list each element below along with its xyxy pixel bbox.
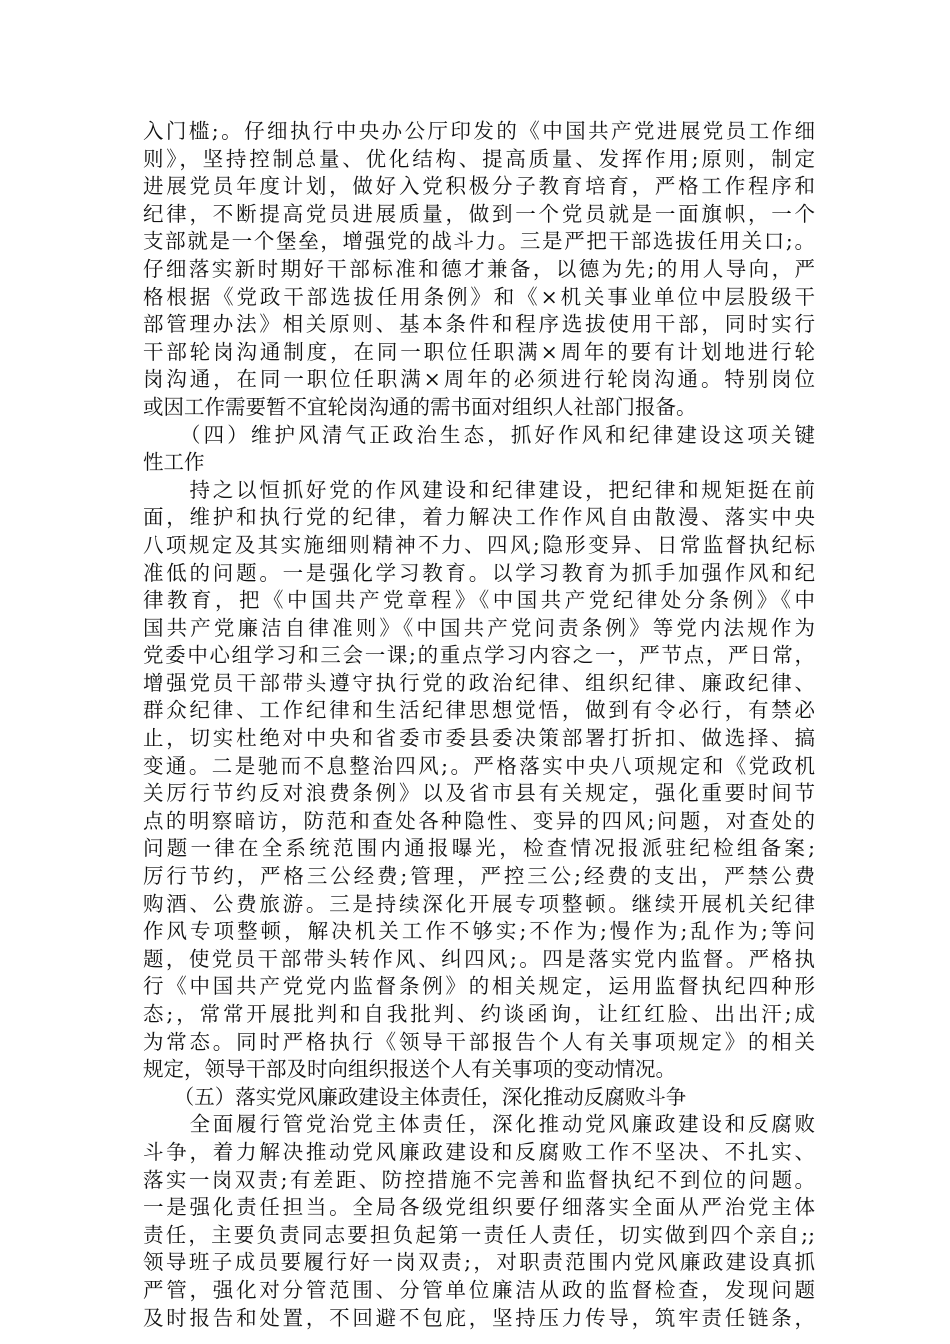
text-line: 持之以恒抓好党的作风建设和纪律建设，把纪律和规矩挺在前 xyxy=(143,477,815,502)
text-line: 作风专项整顿，解决机关工作不够实;不作为;慢作为;乱作为;等问 xyxy=(143,919,815,944)
text-line: 则》，坚持控制总量、优化结构、提高质量、发挥作用;原则，制定 xyxy=(143,146,815,171)
text-line: 规定，领导干部及时向组织报送个人有关事项的变动情况。 xyxy=(143,1057,676,1082)
text-line: 面，维护和执行党的纪律，着力解决工作作风自由散漫、落实中央 xyxy=(143,505,815,530)
text-line: 性工作 xyxy=(143,450,205,475)
text-line: 进展党员年度计划，做好入党积极分子教育培育，严格工作程序和 xyxy=(143,174,815,199)
text-line: 斗争，着力解决推动党风廉政建设和反腐败工作不坚决、不扎实、 xyxy=(143,1139,815,1164)
text-line: 行《中国共产党党内监督条例》的相关规定，运用监督执纪四种形 xyxy=(143,974,815,999)
text-line: 变通。二是驰而不息整治四风;。严格落实中央八项规定和《党政机 xyxy=(143,753,815,778)
text-line: 厉行节约，严格三公经费;管理，严控三公;经费的支出，严禁公费 xyxy=(143,864,815,889)
text-line: 准低的问题。一是强化学习教育。以学习教育为抓手加强作风和纪 xyxy=(143,560,815,585)
text-line: 入门槛;。仔细执行中央办公厅印发的《中国共产党进展党员工作细 xyxy=(143,119,815,143)
text-line: 止，切实杜绝对中央和省委市委县委决策部署打折扣、做选择、搞 xyxy=(143,726,815,751)
text-line: 群众纪律、工作纪律和生活纪律思想觉悟，做到有令必行，有禁必 xyxy=(143,698,815,723)
text-line: 责任，主要负责同志要担负起第一责任人责任，切实做到四个亲自;; xyxy=(143,1222,815,1247)
document-body xyxy=(143,118,815,1332)
text-line: 仔细落实新时期好干部标准和德才兼备，以德为先;的用人导向，严 xyxy=(143,256,815,281)
text-line: 购酒、公费旅游。三是持续深化开展专项整顿。继续开展机关纪律 xyxy=(143,891,815,916)
text-line: 严管，强化对分管范围、分管单位廉洁从政的监督检查，发现问题 xyxy=(143,1277,815,1302)
text-line: 干部轮岗沟通制度，在同一职位任职满×周年的要有计划地进行轮 xyxy=(143,339,815,364)
text-line: 国共产党廉洁自律准则》《中国共产党问责条例》等党内法规作为 xyxy=(143,615,815,640)
text-line: 格根据《党政干部选拔任用条例》和《×机关事业单位中层股级干 xyxy=(143,284,815,309)
text-line: 党委中心组学习和三会一课;的重点学习内容之一，严节点，严日常， xyxy=(143,643,815,668)
text-line: 支部就是一个堡垒，增强党的战斗力。三是严把干部选拔任用关口;。 xyxy=(143,229,815,254)
text-line: 全面履行管党治党主体责任，深化推动党风廉政建设和反腐败 xyxy=(143,1112,815,1137)
text-line: 为常态。同时严格执行《领导干部报告个人有关事项规定》的相关 xyxy=(143,1029,815,1054)
text-line: 八项规定及其实施细则精神不力、四风;隐形变异、日常监督执纪标 xyxy=(143,532,815,557)
text-line: 点的明察暗访，防范和查处各种隐性、变异的四风;问题，对查处的 xyxy=(143,808,815,833)
text-line: （五）落实党风廉政建设主体责任，深化推动反腐败斗争 xyxy=(143,1084,687,1109)
text-line: 及时报告和处置，不回避不包庇，坚持压力传导，筑牢责任链条， xyxy=(143,1305,815,1330)
text-line: 部管理办法》相关原则、基本条件和程序选拔使用干部，同时实行 xyxy=(143,312,815,337)
text-line: 律教育，把《中国共产党章程》《中国共产党纪律处分条例》《中 xyxy=(143,588,815,613)
text-line: 增强党员干部带头遵守执行党的政治纪律、组织纪律、廉政纪律、 xyxy=(143,670,815,695)
text-line: 一是强化责任担当。全局各级党组织要仔细落实全面从严治党主体 xyxy=(143,1195,815,1220)
text-line: 问题一律在全系统范围内通报曝光，检查情况报派驻纪检组备案; xyxy=(143,836,815,861)
text-line: 题，使党员干部带头转作风、纠四风;。四是落实党内监督。严格执 xyxy=(143,946,815,971)
text-line: 岗沟通，在同一职位任职满×周年的必须进行轮岗沟通。特别岗位 xyxy=(143,367,815,392)
text-line: 纪律，不断提高党员进展质量，做到一个党员就是一面旗帜，一个 xyxy=(143,201,815,226)
text-line: 落实一岗双责;有差距、防控措施不完善和监督执纪不到位的问题。 xyxy=(143,1167,815,1192)
text-line: （四）维护风清气正政治生态，抓好作风和纪律建设这项关键 xyxy=(143,422,815,447)
text-line: 关厉行节约反对浪费条例》以及省市县有关规定，强化重要时间节 xyxy=(143,781,815,806)
text-line: 态;，常常开展批判和自我批判、约谈函询，让红红脸、出出汗;成 xyxy=(143,1002,815,1026)
text-line: 领导班子成员要履行好一岗双责;，对职责范围内党风廉政建设真抓 xyxy=(143,1250,815,1275)
text-line: 或因工作需要暂不宜轮岗沟通的需书面对组织人社部门报备。 xyxy=(143,394,697,419)
